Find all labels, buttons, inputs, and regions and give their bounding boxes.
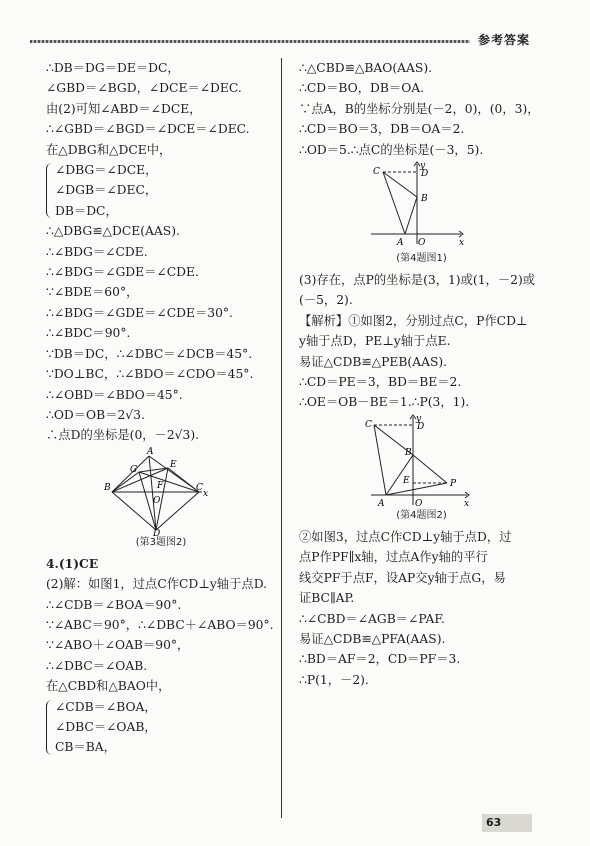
text-line: 由(2)可知∠ABD＝∠DCE， [46, 101, 202, 116]
label-B: B [421, 194, 428, 205]
label-B: B [405, 447, 412, 458]
figure-4-1 [299, 160, 544, 252]
text-line: ∴DB＝DG＝DE＝DC， [46, 61, 180, 75]
right-column [299, 58, 544, 690]
text-line: 易证△CDB≌△PEB(AAS). [299, 354, 448, 369]
text-line: ∵∠BDE＝60°， [46, 285, 139, 300]
text-line: ∵DB＝DC，∴∠DBC＝∠DCB＝45°. [46, 346, 253, 361]
label-D: D [421, 169, 429, 180]
label-G: G [130, 464, 138, 475]
system-line: ∠CDB＝∠BOA， [55, 699, 157, 714]
system-line: ∠DGB＝∠DEC， [55, 183, 158, 198]
label-x: x [459, 238, 465, 249]
text-line: (2)解：如图1，过点C作CD⊥y轴于点D. [46, 577, 268, 592]
text-line: ∴∠DBC＝∠OAB. [46, 658, 148, 673]
text-line: ∴∠CDB＝∠BOA＝90°. [46, 597, 182, 612]
figure-caption: (第4题图1) [396, 253, 447, 265]
label-F: F [157, 480, 164, 491]
label-C: C [373, 167, 380, 178]
text-line: ∴BD＝AF＝2，CD＝PF＝3. [299, 652, 461, 667]
label-C: C [365, 419, 372, 430]
text-line: ∵∠ABO＋∠OAB＝90°， [46, 638, 190, 653]
text-line: ∵点A，B的坐标分别是(－2，0)，(0，3)， [299, 101, 540, 116]
system-line: ∠DBC＝∠OAB， [55, 719, 157, 734]
text-line: ∴∠OBD＝∠BDO＝45°. [46, 387, 183, 402]
label-B: B [104, 482, 111, 493]
text-line: ∴∠BDC＝90°. [46, 326, 131, 341]
text-line: ∵∠ABC＝90°，∴∠DBC＋∠ABO＝90°. [46, 617, 274, 632]
header-title: 参考答案 [478, 33, 531, 47]
text-line: ∴OD＝OB＝2√3. [46, 407, 145, 422]
text-line: ∴∠GBD＝∠BGD＝∠DCE＝∠DEC. [46, 122, 250, 137]
text-line: ∴P(1，－2). [299, 672, 369, 687]
text-line: ∴△DBG≌△DCE(AAS). [46, 224, 180, 239]
text-line: (－5，2). [299, 293, 353, 308]
equation-system [46, 697, 276, 758]
text-line: ∴∠CBD＝∠AGB＝∠PAF. [299, 611, 445, 626]
text-line: 线交PF于点F，设AP交y轴于点G，易 [299, 570, 506, 585]
label-x: x [203, 488, 209, 499]
text-line: y轴于点D，PE⊥y轴于点E. [299, 334, 451, 349]
figure-4-2 [299, 413, 544, 509]
label-O: O [418, 238, 426, 249]
text-line: ∠GBD＝∠BGD，∠DCE＝∠DEC. [46, 81, 242, 96]
text-line: ②如图3，过点C作CD⊥y轴于点D，过 [299, 529, 512, 544]
text-line: ∴OE＝OB－BE＝1.∴P(3，1). [299, 395, 470, 410]
text-line: ∴点D的坐标是(0，－2√3). [46, 428, 200, 443]
text-line: 易证△CDB≌△PFA(AAS). [299, 631, 446, 646]
text-line: 4.(1)CE [46, 555, 99, 571]
text-line: 证BC∥AP. [299, 591, 355, 606]
left-brace [46, 163, 53, 218]
label-A: A [147, 446, 154, 457]
text-line: ∴CD＝BO，DB＝OA. [299, 81, 425, 96]
text-line: 点P作PF∥x轴，过点A作y轴的平行 [299, 550, 488, 565]
text-line: ∴CD＝BO＝3，DB＝OA＝2. [299, 122, 465, 137]
text-line: (3)存在，点P的坐标是(3，1)或(1，－2)或 [299, 273, 536, 288]
text-line: ∴∠BDG＝∠GDE＝∠CDE. [46, 265, 199, 280]
figure-caption: (第4题图2) [396, 509, 447, 521]
left-column [46, 58, 276, 758]
label-D: D [153, 528, 161, 536]
figure-3-2 [46, 446, 276, 536]
text-line: ∴∠BDG＝∠CDE. [46, 244, 148, 259]
label-O: O [153, 495, 161, 506]
left-brace [46, 700, 53, 755]
text-line: ∴CD＝PE＝3，BD＝BE＝2. [299, 375, 462, 390]
column-divider [281, 58, 282, 818]
label-O: O [415, 498, 423, 509]
text-line: ∴OD＝5.∴点C的坐标是(－3，5). [299, 142, 484, 157]
text-line: ∴∠BDG＝∠GDE＝∠CDE＝30°. [46, 305, 233, 320]
figure-caption: (第3题图2) [135, 536, 187, 548]
label-x: x [464, 498, 470, 509]
text-line: 在△DBG和△DCE中， [46, 142, 172, 157]
label-A: A [378, 498, 385, 509]
header-rule [30, 40, 470, 43]
text-line: 【解析】①如图2，分别过点C，P作CD⊥ [299, 313, 528, 328]
label-A: A [397, 238, 404, 249]
label-E: E [403, 475, 410, 486]
label-D: D [417, 421, 425, 432]
system-line: CB＝BA， [55, 740, 116, 755]
system-line: ∠DBG＝∠DCE， [55, 163, 158, 178]
page-number: 63 [482, 814, 532, 832]
label-y: y [420, 161, 426, 172]
text-line: 在△CBD和△BAO中， [46, 679, 171, 694]
label-E: E [170, 459, 177, 470]
text-line: ∴△CBD≌△BAO(AAS). [299, 61, 433, 75]
label-y: y [416, 413, 422, 424]
label-C: C [196, 482, 203, 493]
label-P: P [450, 478, 457, 489]
equation-system [46, 160, 276, 221]
text-line: ∵DO⊥BC，∴∠BDO＝∠CDO＝45°. [46, 367, 254, 382]
system-line: DB＝DC， [55, 203, 118, 218]
